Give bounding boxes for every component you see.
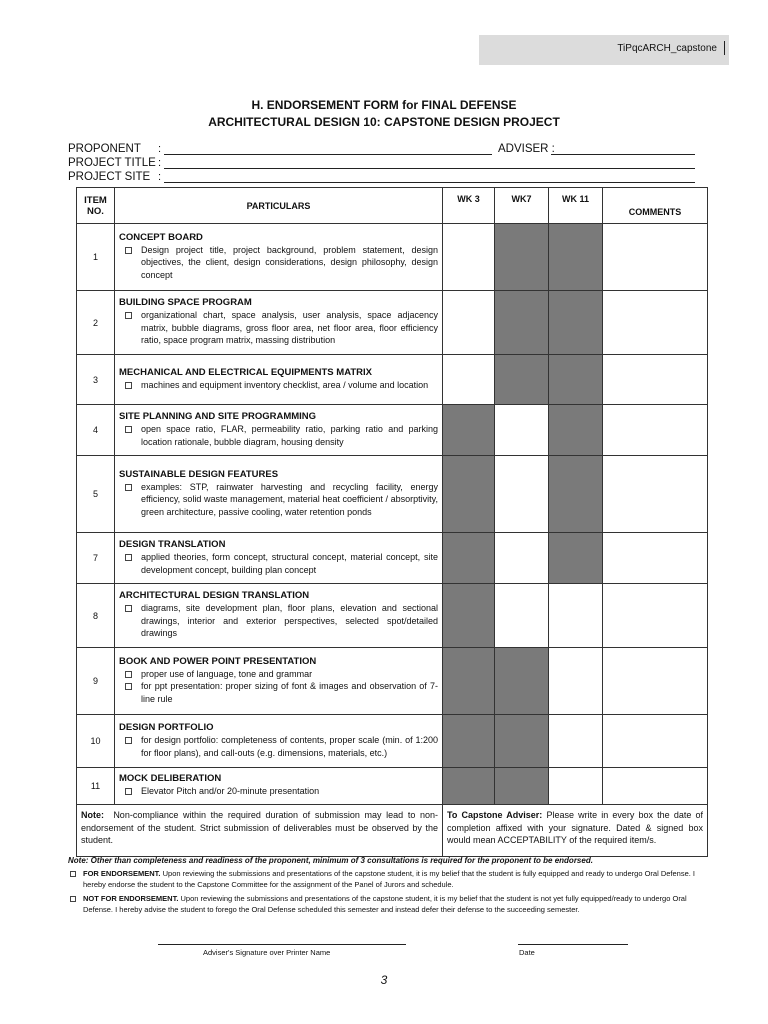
wk11-cell-shaded	[549, 456, 603, 533]
form-title: H. ENDORSEMENT FORM for FINAL DEFENSE	[251, 98, 517, 112]
particulars-cell	[115, 715, 443, 768]
bullet-text: Elevator Pitch and/or 20-minute presentation	[141, 786, 320, 797]
document-code: TiPqcARCH_capstone	[617, 43, 717, 54]
table-row	[77, 715, 708, 768]
table-row	[77, 355, 708, 405]
particular-bullet	[119, 379, 438, 392]
particulars-cell	[115, 291, 443, 355]
bullet-box-icon	[125, 426, 132, 433]
adviser-field[interactable]	[551, 154, 695, 155]
bullet-text: examples: STP, rainwater harvesting and recycling facility, energy efficiency, solid waste management, material heat coefficient / absorptivity, green architecture, passive cooling, water retention ponds	[141, 481, 438, 517]
comments-cell[interactable]	[603, 405, 708, 456]
header-particulars: PARTICULARS	[115, 188, 443, 224]
not-for-endorsement-text: Upon reviewing the submissions and presentations of the capstone student, it is my belief that the student is not yet fully equipped/ready to undergo Oral Defense. I hereby advise the student to forego the Oral Defense scheduled this semester and instead defer their defense to the succeeding semester.	[83, 894, 687, 914]
wk7-cell-shaded	[495, 291, 549, 355]
bullet-box-icon	[125, 247, 132, 254]
bullet-box-icon	[125, 683, 132, 690]
not-for-endorsement-option[interactable]	[68, 893, 716, 915]
bullet-text: diagrams, site development plan, floor plans, elevation and sectional drawings, interior and exterior perspectives, selected spot/detailed drawings	[141, 603, 438, 639]
item-number: 4	[77, 405, 115, 456]
wk11-cell-shaded	[549, 405, 603, 456]
consultation-note: Note: Other than completeness and readiness of the proponent, minimum of 3 consultations is required for the proponent to be endorsed.	[68, 856, 593, 865]
wk7-cell-shaded	[495, 648, 549, 715]
endorsement-table	[76, 187, 708, 857]
table-row	[77, 648, 708, 715]
wk3-cell-shaded	[443, 533, 495, 584]
particular-title: BOOK AND POWER POINT PRESENTATION	[119, 655, 317, 667]
particular-bullet	[119, 602, 438, 640]
note-left-label: Note:	[81, 810, 104, 820]
checkbox-for-endorsement[interactable]	[70, 871, 76, 877]
note-right-text: Please write in every box the date of completion affixed with your signature. Dated & signed box would mean ACCEPTABILITY of the required item/s.	[447, 810, 703, 845]
project-title-colon: :	[158, 157, 162, 169]
particular-bullet	[119, 244, 438, 282]
table-row	[77, 768, 708, 805]
particular-title: SITE PLANNING AND SITE PROGRAMMING	[119, 411, 317, 422]
item-number: 7	[77, 533, 115, 584]
wk7-cell-shaded	[495, 715, 549, 768]
wk7-cell[interactable]	[495, 533, 549, 584]
particulars-cell	[115, 224, 443, 291]
proponent-field[interactable]	[164, 154, 492, 155]
for-endorsement-option[interactable]	[68, 868, 716, 890]
comments-cell[interactable]	[603, 456, 708, 533]
wk3-cell-shaded	[443, 584, 495, 648]
wk3-cell[interactable]	[443, 224, 495, 291]
bullet-text: organizational chart, space analysis, user analysis, space adjacency matrix, bubble diagrams, gross floor area, net floor area, floor efficiency ratio, space program matrix, massing distribution	[141, 310, 438, 346]
date-line[interactable]	[518, 944, 628, 945]
table-row	[77, 456, 708, 533]
table-body	[77, 224, 708, 805]
cursor-bar	[724, 41, 726, 55]
bullet-text: open space ratio, FLAR, permeability ratio, parking ratio and parking location rationale, bubble diagram, housing density	[141, 424, 438, 447]
item-number: 11	[77, 768, 115, 805]
bullet-box-icon	[125, 312, 132, 319]
header-wk11: WK 11	[549, 188, 603, 224]
wk11-cell[interactable]	[549, 584, 603, 648]
page-number: 3	[380, 973, 388, 987]
particular-title: MECHANICAL AND ELECTRICAL EQUIPMENTS MATRIX	[119, 366, 372, 378]
bullet-text: Design project title, project background, problem statement, design objectives, the client, design considerations, design philosophy, design concept	[141, 244, 438, 280]
note-left-text: Non-compliance within the required duration of submission may lead to non-endorsement of the student. Strict submission of deliverables must be observed by the student.	[81, 810, 438, 845]
bullet-box-icon	[125, 484, 132, 491]
item-number: 8	[77, 584, 115, 648]
wk11-cell-shaded	[549, 224, 603, 291]
bullet-text: proper use of language, tone and grammar	[141, 668, 313, 679]
particular-bullet	[119, 551, 438, 576]
wk11-cell-shaded	[549, 533, 603, 584]
wk11-cell[interactable]	[549, 648, 603, 715]
table-row	[77, 405, 708, 456]
table-row	[77, 224, 708, 291]
particulars-cell	[115, 456, 443, 533]
particular-bullet	[119, 734, 438, 759]
comments-cell[interactable]	[603, 584, 708, 648]
particular-bullet	[119, 481, 438, 519]
comments-cell[interactable]	[603, 291, 708, 355]
bullet-box-icon	[125, 737, 132, 744]
item-number: 1	[77, 224, 115, 291]
particular-bullet	[119, 680, 438, 705]
proponent-colon: :	[158, 143, 162, 155]
item-number: 9	[77, 648, 115, 715]
for-endorsement-paragraph	[83, 868, 716, 890]
comments-cell[interactable]	[603, 224, 708, 291]
comments-cell[interactable]	[603, 533, 708, 584]
note-right-cell	[443, 805, 708, 857]
adviser-label: ADVISER :	[498, 143, 555, 155]
project-site-label: PROJECT SITE	[68, 171, 151, 183]
particular-bullet	[119, 668, 438, 681]
wk3-cell-shaded	[443, 456, 495, 533]
particulars-cell	[115, 355, 443, 405]
date-label: Date	[519, 948, 535, 957]
wk3-cell-shaded	[443, 648, 495, 715]
particular-title: ARCHITECTURAL DESIGN TRANSLATION	[119, 590, 310, 602]
particular-title: MOCK DELIBERATION	[119, 773, 222, 785]
note-right-label: To Capstone Adviser:	[447, 810, 543, 820]
table-row	[77, 584, 708, 648]
item-number: 3	[77, 355, 115, 405]
bullet-box-icon	[125, 554, 132, 561]
bullet-text: machines and equipment inventory checklist, area / volume and location	[141, 379, 429, 390]
particulars-cell	[115, 533, 443, 584]
wk7-cell-shaded	[495, 224, 549, 291]
particulars-cell	[115, 584, 443, 648]
note-left-cell	[77, 805, 443, 857]
particular-title: SUSTAINABLE DESIGN FEATURES	[119, 468, 279, 480]
header-wk3: WK 3	[443, 188, 495, 224]
proponent-label: PROPONENT	[68, 143, 141, 155]
for-endorsement-label: FOR ENDORSEMENT.	[83, 869, 161, 878]
table-row	[77, 533, 708, 584]
bullet-box-icon	[125, 382, 132, 389]
comments-cell[interactable]	[603, 768, 708, 805]
adviser-signature-line[interactable]	[158, 944, 406, 945]
comments-cell[interactable]	[603, 355, 708, 405]
comments-cell[interactable]	[603, 648, 708, 715]
checkbox-not-for-endorsement[interactable]	[70, 896, 76, 902]
item-number: 10	[77, 715, 115, 768]
project-site-colon: :	[158, 171, 162, 183]
wk3-cell[interactable]	[443, 291, 495, 355]
project-site-field[interactable]	[164, 182, 695, 183]
wk3-cell-shaded	[443, 768, 495, 805]
wk7-cell-shaded	[495, 355, 549, 405]
bullet-box-icon	[125, 788, 132, 795]
wk7-cell[interactable]	[495, 584, 549, 648]
particulars-cell	[115, 648, 443, 715]
header-item-no: ITEM NO.	[77, 188, 115, 224]
wk11-cell-shaded	[549, 355, 603, 405]
wk11-cell[interactable]	[549, 715, 603, 768]
not-for-endorsement-paragraph	[83, 893, 716, 915]
project-title-label: PROJECT TITLE	[68, 157, 156, 169]
wk7-cell[interactable]	[495, 405, 549, 456]
not-for-endorsement-label: NOT FOR ENDORSEMENT.	[83, 894, 179, 903]
wk3-cell[interactable]	[443, 355, 495, 405]
comments-cell[interactable]	[603, 715, 708, 768]
particular-bullet	[119, 785, 438, 798]
table-row	[77, 291, 708, 355]
wk11-cell-shaded	[549, 291, 603, 355]
wk7-cell[interactable]	[495, 456, 549, 533]
item-number: 5	[77, 456, 115, 533]
particular-title: CONCEPT BOARD	[119, 231, 203, 243]
particular-bullet	[119, 423, 438, 448]
particular-title: DESIGN TRANSLATION	[119, 539, 226, 550]
for-endorsement-text: Upon reviewing the submissions and presentations of the capstone student, it is my belief that the student is fully equipped and ready to undergo Oral Defense. I hereby endorse the student to the Capstone Committee for the assignment of the Panel of Jurors and schedule.	[83, 869, 696, 889]
bullet-box-icon	[125, 605, 132, 612]
wk3-cell-shaded	[443, 715, 495, 768]
bullet-text: for ppt presentation: proper sizing of font & images and observation of 7-line rule	[141, 681, 438, 704]
bullet-box-icon	[125, 671, 132, 678]
particular-title: DESIGN PORTFOLIO	[119, 722, 214, 733]
header-comments: COMMENTS	[603, 188, 708, 224]
header-wk7: WK7	[495, 188, 549, 224]
project-title-field[interactable]	[164, 168, 695, 169]
particulars-cell	[115, 768, 443, 805]
particular-bullet	[119, 309, 438, 347]
particular-title: BUILDING SPACE PROGRAM	[119, 297, 252, 309]
document-code-box	[479, 35, 729, 65]
particulars-cell	[115, 405, 443, 456]
wk3-cell-shaded	[443, 405, 495, 456]
form-subtitle: ARCHITECTURAL DESIGN 10: CAPSTONE DESIGN PROJECT	[208, 115, 560, 129]
item-number: 2	[77, 291, 115, 355]
bullet-text: for design portfolio: completeness of contents, proper scale (min. of 1:200 for floor plans), and call-outs (e.g. dimensions, materials, etc.)	[141, 735, 438, 758]
wk11-cell[interactable]	[549, 768, 603, 805]
adviser-signature-label: Adviser's Signature over Printer Name	[203, 948, 331, 957]
wk7-cell-shaded	[495, 768, 549, 805]
bullet-text: applied theories, form concept, structural concept, material concept, site development concept, building plan concept	[141, 552, 438, 575]
